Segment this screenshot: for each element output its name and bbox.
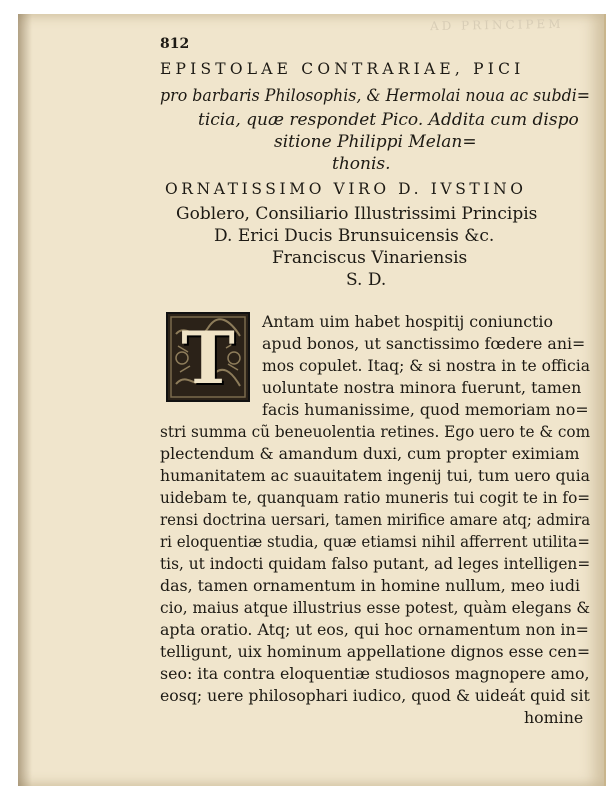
body-line: cio, maius atque illustrius esse potest, quàm elegans & xyxy=(160,598,591,617)
body-line: uoluntate nostra minora fuerunt, tamen xyxy=(262,378,582,397)
title-line: thonis. xyxy=(332,154,391,174)
title-line: ticia, quæ respondet Pico. Addita cum dispo xyxy=(198,110,579,130)
dedication-heading: ORNATISSIMO VIRO D. IVSTINO xyxy=(165,180,527,198)
dedication-line: S. D. xyxy=(346,270,387,290)
body-line: seo: ita contra eloquentiæ studiosos magnopere amo, xyxy=(160,664,590,683)
title-line: pro barbaris Philosophis, & Hermolai noua ac subdi= xyxy=(160,86,591,106)
body-line: tis, ut indocti quidam falso putant, ad leges intelligen= xyxy=(160,554,591,573)
body-line: das, tamen ornamentum in homine nullum, meo iudi xyxy=(160,576,581,595)
body-line: apta oratio. Atq; ut eos, qui hoc ornamentum non in= xyxy=(160,620,589,639)
body-line: facis humanissime, quod memoriam no= xyxy=(262,400,589,419)
title-heading: EPISTOLAE CONTRARIAE, PICI xyxy=(160,60,525,78)
body-line: apud bonos, ut sanctissimo fœdere ani= xyxy=(262,334,586,353)
decorated-initial xyxy=(166,312,250,402)
body-line: rensi doctrina uersari, tamen mirifice amare atq; admira xyxy=(160,510,591,529)
body-line: mos copulet. Itaq; & si nostra in te officia xyxy=(262,356,590,375)
body-line: plectendum & amandum duxi, cum propter eximiam xyxy=(160,444,580,463)
catchword: homine xyxy=(524,708,584,727)
title-line: sitione Philippi Melan= xyxy=(274,132,477,152)
body-line: humanitatem ac suauitatem ingenij tui, tum uero quia xyxy=(160,466,590,485)
body-line: stri summa cũ beneuolentia retines. Ego uero te & com xyxy=(160,422,591,441)
body-line: telligunt, uix hominum appellatione dignos esse cen= xyxy=(160,642,591,661)
body-line: Antam uim habet hospitij coniunctio xyxy=(262,312,553,331)
body-line: ri eloquentiæ studia, quæ etiamsi nihil afferrent utilita= xyxy=(160,532,590,551)
body-line: uidebam te, quanquam ratio muneris tui cogit te in fo= xyxy=(160,488,591,507)
page-gutter-shadow xyxy=(18,14,32,786)
bleed-through-text: AD PRINCIPEM xyxy=(429,16,564,34)
body-line: eosq; uere philosophari iudico, quod & uideát quid sit xyxy=(160,686,590,705)
dedication-line: D. Erici Ducis Brunsuicensis &c. xyxy=(214,226,495,246)
page-number: 812 xyxy=(160,36,190,52)
dedication-line: Franciscus Vinariensis xyxy=(272,248,468,268)
initial-letter: T xyxy=(181,314,235,400)
dedication-line: Goblero, Consiliario Illustrissimi Principis xyxy=(176,204,538,224)
